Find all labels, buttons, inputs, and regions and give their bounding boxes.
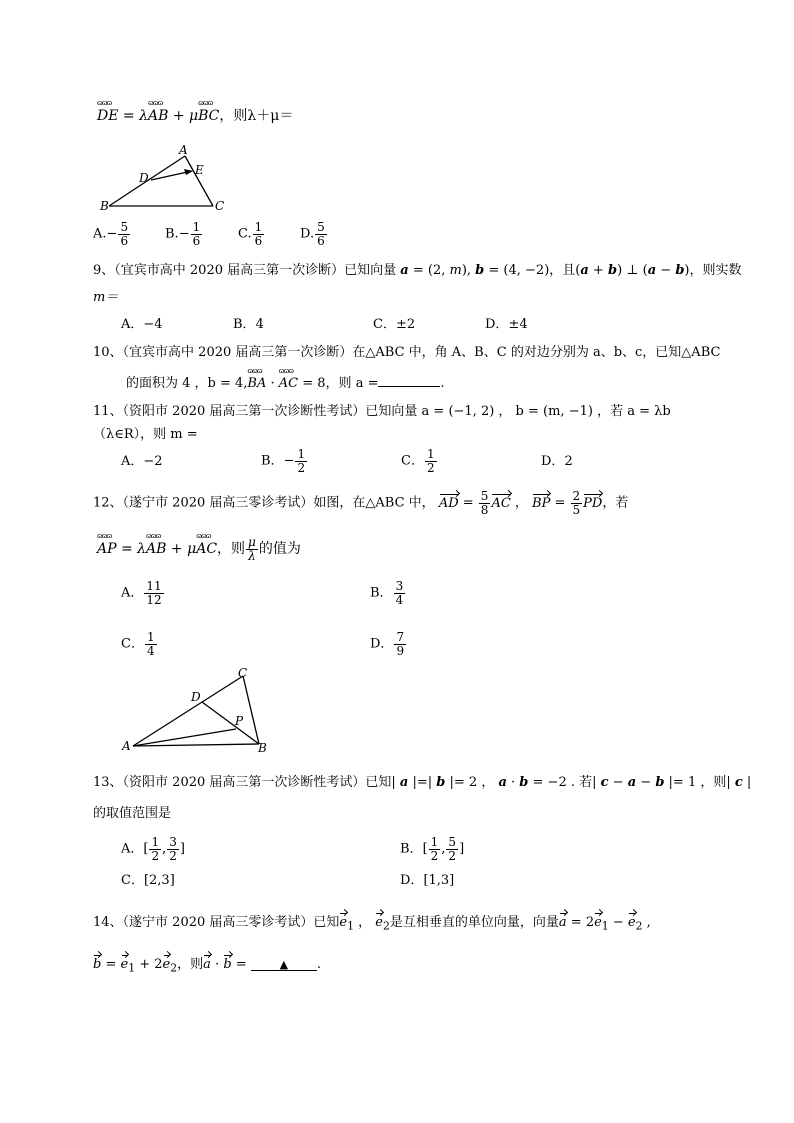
q9-option-A: A．−4 <box>121 317 163 332</box>
q13-option-A: A．[ $\frac{1}{2}$ , $\frac{3}{2}$ ] <box>121 835 185 863</box>
label-D: D <box>191 690 201 704</box>
label-B: B <box>100 199 109 213</box>
q13-line2: 的取值范围是 <box>93 806 172 821</box>
vector-BC: ɷɷɷ BC <box>198 109 219 123</box>
q10-line2: 的面积为 4 ，b = 4,ɷɷɷ BA · ɷɷɷ AC = 8，则 a = . <box>126 375 445 390</box>
q13-line1: 13、（资阳市 2020 届高三第一次诊断性考试）已知| a |=| b |= 2 ， a · b = −2 . 若| c − a − b |= 1 ，则| c | <box>93 775 752 790</box>
q10-answer-blank[interactable] <box>378 375 440 387</box>
vector-AB: ɷɷɷ AB <box>148 109 168 123</box>
q8-triangle-figure <box>95 140 235 215</box>
q12-option-D: D． $\frac{7}{9}$ <box>370 630 405 658</box>
label-D: D <box>139 171 149 185</box>
q12-triangle-figure <box>118 665 278 755</box>
q9-option-D: D．±4 <box>485 317 528 332</box>
q12-option-B: B． $\frac{3}{4}$ <box>370 579 404 607</box>
q13-option-B: B．[ $\frac{1}{2}$ , $\frac{5}{2}$ ] <box>400 835 465 863</box>
q12-option-C: C． $\frac{1}{4}$ <box>121 630 155 658</box>
q13-option-C: C．[2,3] <box>121 873 175 888</box>
q13-option-D: D．[1,3] <box>400 873 455 888</box>
q9-line2: m＝ <box>93 290 119 305</box>
label-B: B <box>258 741 267 755</box>
q8-stem: ɷɷɷ DE = λɷɷɷ AB + μɷɷɷ BC，则λ＋μ＝ <box>97 109 293 123</box>
q11-line2: （λ∈R），则 m = <box>93 427 198 442</box>
q9-options <box>121 318 545 331</box>
label-E: E <box>195 163 204 177</box>
q10-line1: 10、（宜宾市高中 2020 届高三第一次诊断）在△ABC 中，角 A、B、C 的对边分别为 a、b、c，已知△ABC <box>93 345 721 360</box>
q8-stem-tail: ，则λ＋μ＝ <box>219 108 294 124</box>
q11-line1: 11、（资阳市 2020 届高三第一次诊断性考试）已知向量 a = (−1, 2) ， b = (m, −1) ，若 a = λb <box>93 404 671 419</box>
q14-line1: 14、（遂宁市 2020 届高三零诊考试）已知$e_1$ ， $e_2$是互相垂直的单位向量，向量$a = 2e_1 - e_2$ , <box>93 915 651 933</box>
q12-line2: ɷɷɷ AP = λɷɷɷ AB + μɷɷɷ AC，则 $\frac{\mu}{\lambda}$ 的值为 <box>97 536 301 562</box>
q8-option-A: A.− $\frac{5}{6}$ <box>93 220 129 248</box>
q8-option-B: B.− $\frac{1}{6}$ <box>165 220 201 248</box>
label-P: P <box>235 714 244 728</box>
q11-option-C: C． $\frac{1}{2}$ <box>401 447 435 475</box>
q8-option-C: C. $\frac{1}{6}$ <box>238 220 263 248</box>
q14-answer-blank[interactable]: ▲ <box>251 959 317 971</box>
label-C: C <box>238 666 248 680</box>
q8-options <box>93 221 360 247</box>
label-A: A <box>122 739 131 753</box>
label-A: A <box>179 143 188 157</box>
q9-line1: 9、（宜宾市高中 2020 届高三第一次诊断）已知向量 a = (2, m), b = (4, −2)，且(a + b) ⊥ (a − b)，则实数 <box>93 263 742 278</box>
q11-option-D: D．2 <box>541 453 573 469</box>
q12-option-A: A． $\frac{11}{12}$ <box>121 579 162 607</box>
q11-option-A: A．−2 <box>121 453 163 469</box>
q12-line1: 12、（遂宁市 2020 届高三零诊考试）如图，在△ABC 中， AD = $\frac{5}{8}$ AC ， BP = $\frac{2}{5}$ PD，若 <box>93 489 629 517</box>
vector-DE: ɷɷɷ DE <box>97 109 118 123</box>
q9-option-B: B．4 <box>233 317 264 332</box>
q8-option-D: D. $\frac{5}{6}$ <box>300 220 325 248</box>
q11-option-B: B．− $\frac{1}{2}$ <box>261 447 306 475</box>
q11-options <box>121 448 601 474</box>
q14-line2: $b = e_1 + 2e_2$，则a · b = ▲ . <box>93 957 321 975</box>
label-C: C <box>215 199 225 213</box>
q9-option-C: C．±2 <box>373 317 416 332</box>
